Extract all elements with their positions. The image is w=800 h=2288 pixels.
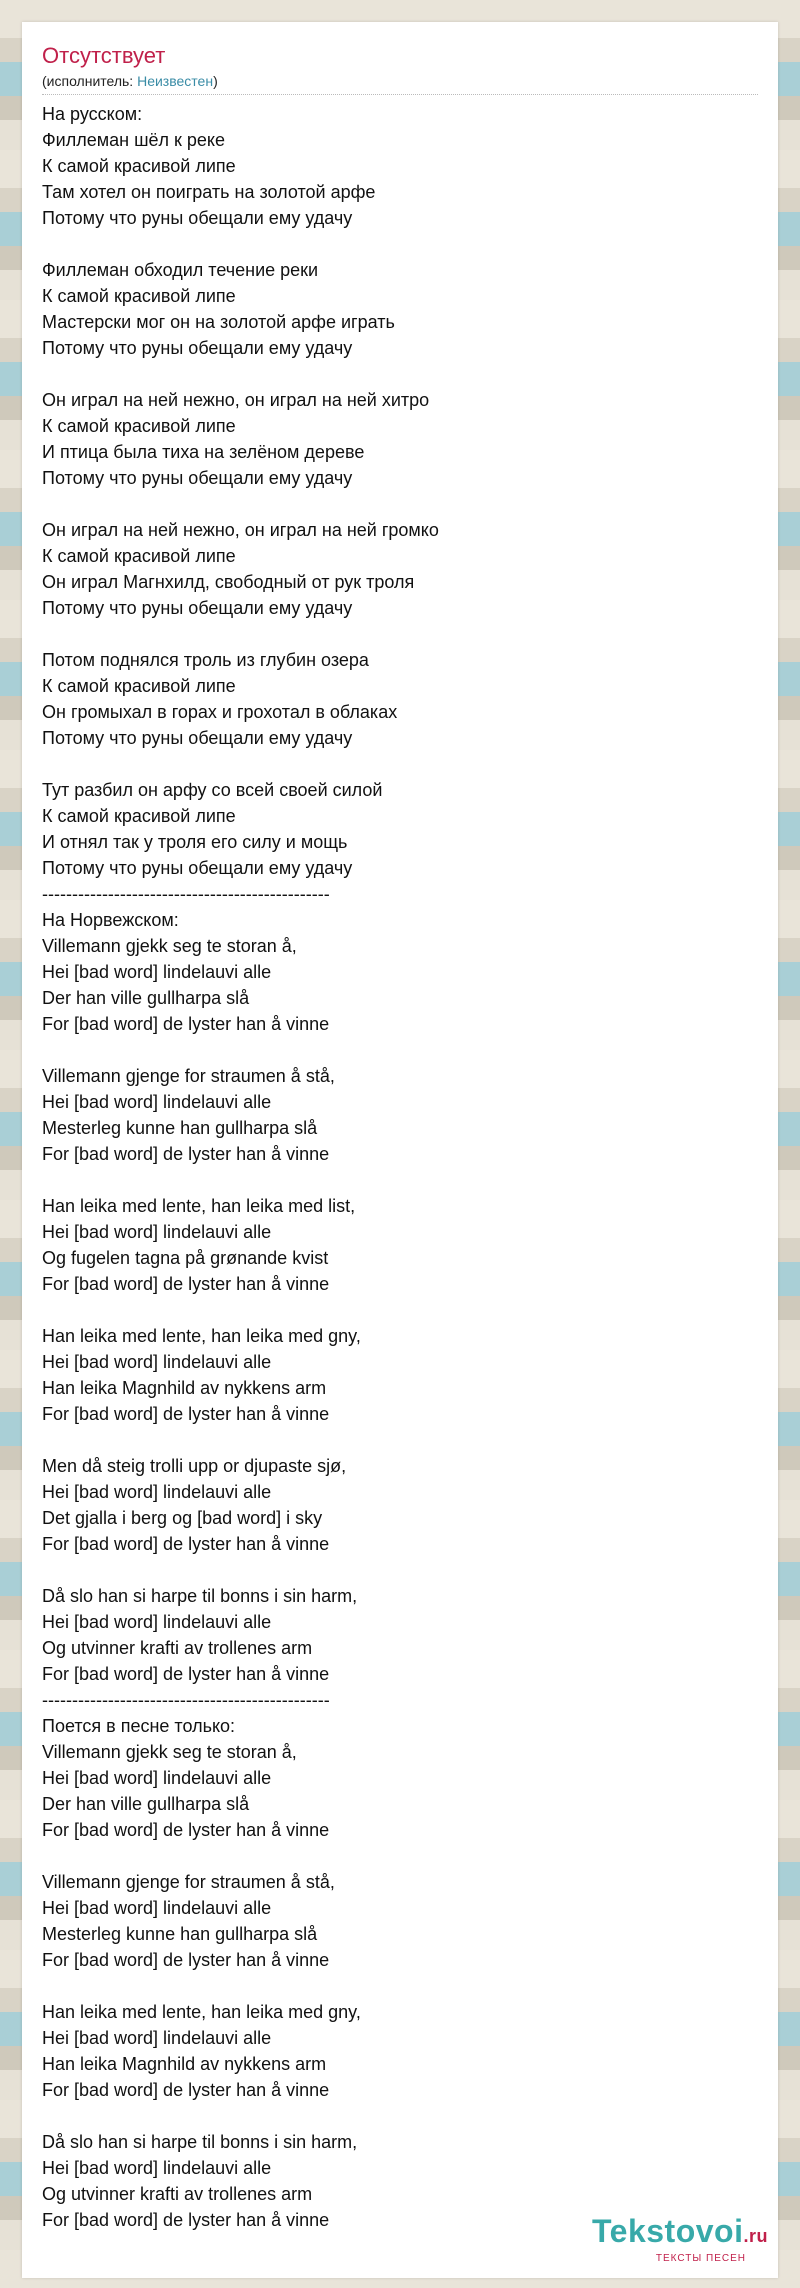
artist-link[interactable]: Неизвестен xyxy=(137,73,214,89)
lyric-line: На Норвежском: xyxy=(42,910,179,930)
lyric-line xyxy=(42,1557,758,1583)
lyric-line: For [bad word] de lyster han å vinne xyxy=(42,1534,330,1554)
site-logo[interactable] xyxy=(592,2214,768,2264)
lyric-line: И отнял так у троля его силу и мощь xyxy=(42,832,348,852)
lyric-line xyxy=(42,1297,758,1323)
lyric-line: К самой красивой липе xyxy=(42,546,236,566)
lyric-line: Villemann gjekk seg te storan å, xyxy=(42,936,297,956)
lyric-line xyxy=(42,2103,758,2129)
song-title: Отсутствует xyxy=(42,43,166,68)
lyric-line: Филлеман шёл к реке xyxy=(42,130,226,150)
lyric-line: Потому что руны обещали ему удачу xyxy=(42,208,353,228)
logo-tld: .ru xyxy=(743,2226,768,2246)
lyric-line xyxy=(42,361,758,387)
lyric-line: К самой красивой липе xyxy=(42,806,236,826)
lyric-line: Там хотел он поиграть на золотой арфе xyxy=(42,182,376,202)
lyric-line: Der han ville gullharpa slå xyxy=(42,988,250,1008)
lyric-line: Der han ville gullharpa slå xyxy=(42,1794,250,1814)
lyric-line: For [bad word] de lyster han å vinne xyxy=(42,1144,330,1164)
lyric-line: Han leika Magnhild av nykkens arm xyxy=(42,2054,327,2074)
lyric-line: For [bad word] de lyster han å vinne xyxy=(42,1014,330,1034)
lyric-line: Потом поднялся троль из глубин озера xyxy=(42,650,369,670)
lyric-line: Мастерски мог он на золотой арфе играть xyxy=(42,312,395,332)
lyric-line: Han leika Magnhild av nykkens arm xyxy=(42,1378,327,1398)
lyric-line: For [bad word] de lyster han å vinne xyxy=(42,1950,330,1970)
lyric-line xyxy=(42,231,758,257)
lyric-line: К самой красивой липе xyxy=(42,416,236,436)
lyric-line: Hei [bad word] lindelauvi alle xyxy=(42,1898,272,1918)
lyric-line: Потому что руны обещали ему удачу xyxy=(42,598,353,618)
lyric-line: Han leika med lente, han leika med gny, xyxy=(42,1326,361,1346)
lyric-line: Hei [bad word] lindelauvi alle xyxy=(42,962,272,982)
lyric-line: Потому что руны обещали ему удачу xyxy=(42,338,353,358)
lyric-line: Og fugelen tagna på grønande kvist xyxy=(42,1248,329,1268)
lyric-line xyxy=(42,491,758,517)
lyric-line: К самой красивой липе xyxy=(42,286,236,306)
lyric-line: Men då steig trolli upp or djupaste sjø, xyxy=(42,1456,347,1476)
lyric-line: Потому что руны обещали ему удачу xyxy=(42,728,353,748)
lyric-line: For [bad word] de lyster han å vinne xyxy=(42,1664,330,1684)
lyric-line: Он играл на ней нежно, он играл на ней хитро xyxy=(42,390,430,410)
lyric-line: For [bad word] de lyster han å vinne xyxy=(42,1274,330,1294)
lyric-line xyxy=(42,1427,758,1453)
lyric-line: Og utvinner krafti av trollenes arm xyxy=(42,1638,313,1658)
lyric-line: Hei [bad word] lindelauvi alle xyxy=(42,1092,272,1112)
lyric-line: Тут разбил он арфу со всей своей силой xyxy=(42,780,383,800)
song-header xyxy=(42,42,758,95)
lyric-line: Hei [bad word] lindelauvi alle xyxy=(42,1768,272,1788)
lyric-line: Han leika med lente, han leika med gny, xyxy=(42,2002,361,2022)
subtitle-prefix: (исполнитель: xyxy=(42,73,138,89)
logo-name: Tekstovoi xyxy=(591,2213,744,2249)
lyric-line: Hei [bad word] lindelauvi alle xyxy=(42,1222,272,1242)
lyrics-text xyxy=(42,101,758,2233)
lyric-line: На русском: xyxy=(42,104,143,124)
lyric-line: Потому что руны обещали ему удачу xyxy=(42,858,353,878)
lyric-line: К самой красивой липе xyxy=(42,676,236,696)
lyric-line: For [bad word] de lyster han å vinne xyxy=(42,2080,330,2100)
lyric-line: Det gjalla i berg og [bad word] i sky xyxy=(42,1508,323,1528)
lyric-line xyxy=(42,1167,758,1193)
lyric-line: Då slo han si harpe til bonns i sin harm, xyxy=(42,2132,358,2152)
lyric-line: Он играл на ней нежно, он играл на ней громко xyxy=(42,520,439,540)
lyric-line: Og utvinner krafti av trollenes arm xyxy=(42,2184,313,2204)
lyric-line xyxy=(42,1843,758,1869)
lyric-line: Villemann gjekk seg te storan å, xyxy=(42,1742,297,1762)
lyric-line: Он играл Магнхилд, свободный от рук троля xyxy=(42,572,415,592)
lyric-line: К самой красивой липе xyxy=(42,156,236,176)
lyric-line: Он громыхал в горах и грохотал в облаках xyxy=(42,702,398,722)
lyric-line: For [bad word] de lyster han å vinne xyxy=(42,2210,330,2230)
lyric-line: Mesterleg kunne han gullharpa slå xyxy=(42,1924,318,1944)
lyric-line: Mesterleg kunne han gullharpa slå xyxy=(42,1118,318,1138)
lyric-line: For [bad word] de lyster han å vinne xyxy=(42,1404,330,1424)
song-subtitle xyxy=(42,72,758,90)
lyric-line: Hei [bad word] lindelauvi alle xyxy=(42,1482,272,1502)
header-divider xyxy=(42,94,758,95)
lyric-line: Då slo han si harpe til bonns i sin harm, xyxy=(42,1586,358,1606)
logo-tagline: ТЕКСТЫ ПЕСЕН xyxy=(655,2253,746,2264)
lyric-line: И птица была тиха на зелёном дереве xyxy=(42,442,365,462)
lyric-line: Han leika med lente, han leika med list, xyxy=(42,1196,356,1216)
lyric-line: ------------------------------------------------ xyxy=(42,1690,330,1710)
lyric-line: ------------------------------------------------ xyxy=(42,884,330,904)
lyric-line: Hei [bad word] lindelauvi alle xyxy=(42,2158,272,2178)
lyric-line: Поется в песне только: xyxy=(42,1716,236,1736)
lyric-line: Villemann gjenge for straumen å stå, xyxy=(42,1872,335,1892)
lyric-line: For [bad word] de lyster han å vinne xyxy=(42,1820,330,1840)
lyric-line: Потому что руны обещали ему удачу xyxy=(42,468,353,488)
lyric-line xyxy=(42,751,758,777)
lyric-line: Hei [bad word] lindelauvi alle xyxy=(42,1352,272,1372)
subtitle-suffix: ) xyxy=(213,73,218,89)
lyric-line: Hei [bad word] lindelauvi alle xyxy=(42,2028,272,2048)
lyric-line xyxy=(42,621,758,647)
lyric-line xyxy=(42,1037,758,1063)
lyric-line xyxy=(42,1973,758,1999)
lyric-line: Villemann gjenge for straumen å stå, xyxy=(42,1066,335,1086)
lyric-line: Hei [bad word] lindelauvi alle xyxy=(42,1612,272,1632)
lyric-line: Филлеман обходил течение реки xyxy=(42,260,319,280)
lyrics-card xyxy=(22,22,778,2278)
